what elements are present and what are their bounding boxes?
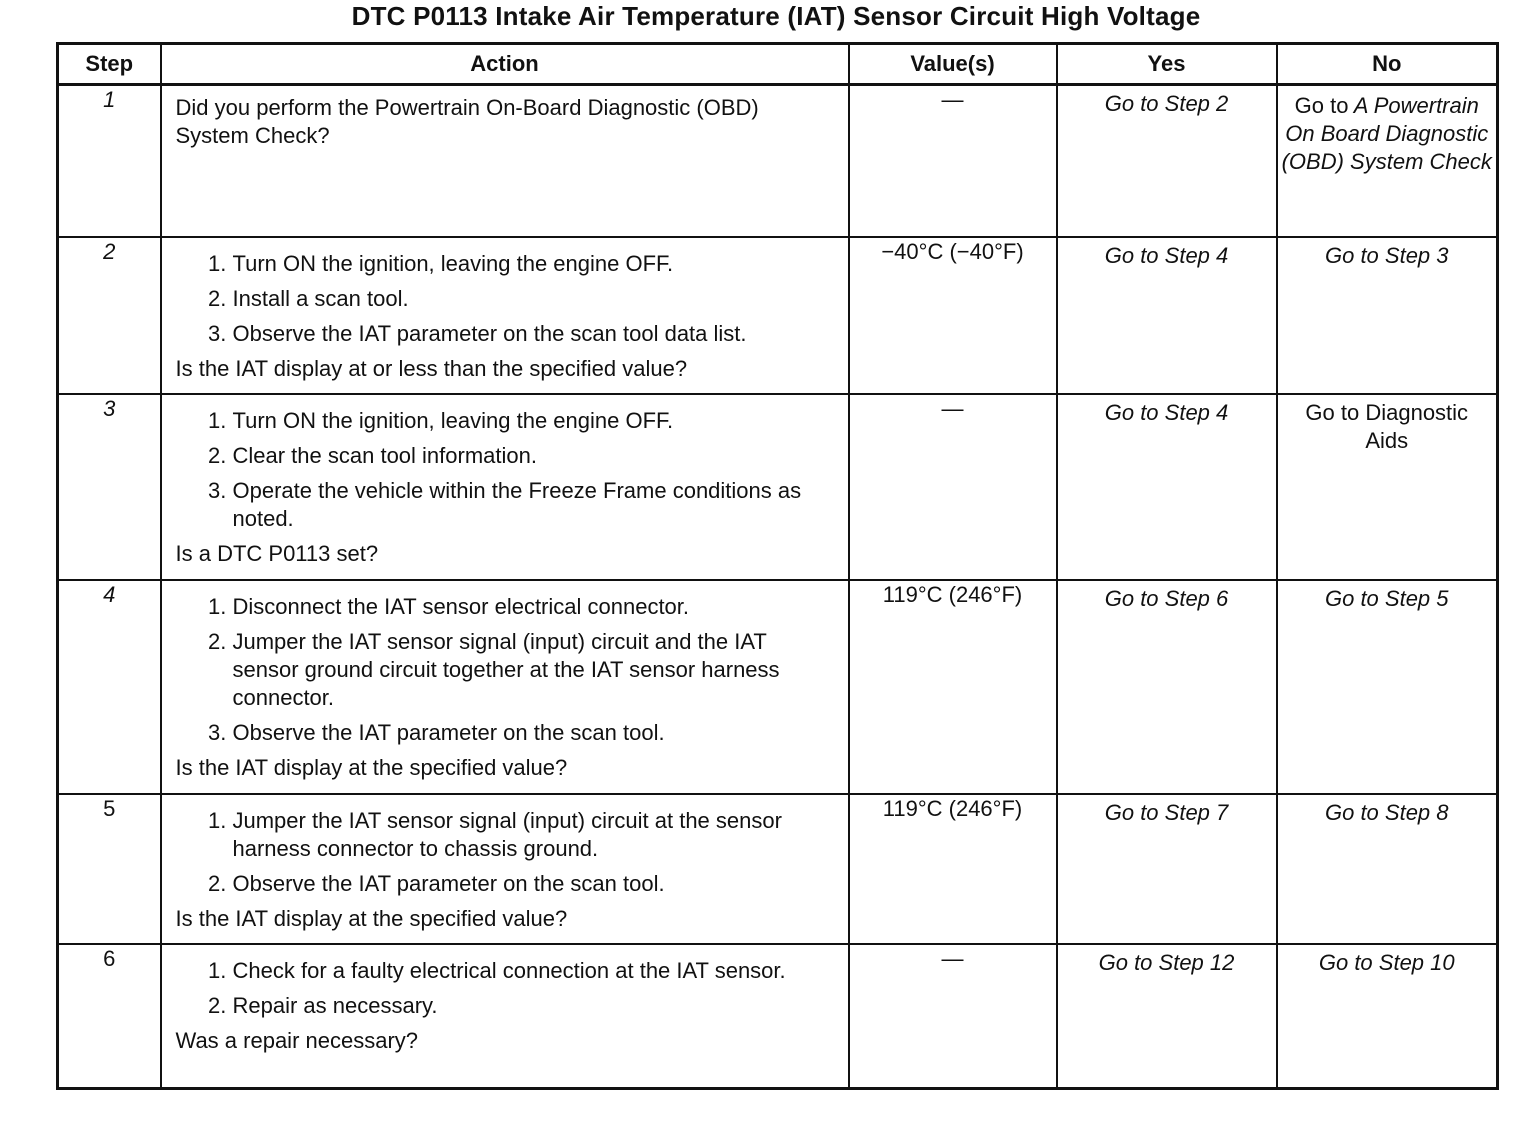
action-list (176, 407, 836, 533)
action-list-item: 3. Observe the IAT parameter on the scan tool. (233, 719, 836, 747)
action-question: Is a DTC P0113 set? (175, 540, 379, 566)
step-number: 5 (58, 794, 161, 944)
action-list (176, 807, 836, 898)
column-header-no: No (1277, 44, 1498, 85)
step-number: 4 (58, 580, 161, 794)
action-list (176, 250, 836, 348)
value-cell: 119°C (246°F) (849, 794, 1057, 944)
yes-cell: Go to Step 6 (1057, 580, 1277, 794)
column-header-step: Step (58, 44, 161, 85)
action-list-item: 2. Clear the scan tool information. (233, 442, 836, 470)
no-cell: Go to Step 5 (1277, 580, 1498, 794)
yes-cell: Go to Step 4 (1057, 394, 1277, 580)
diagnostic-table (56, 42, 1499, 1090)
yes-cell: Go to Step 4 (1057, 237, 1277, 394)
action-list-item: 1. Turn ON the ignition, leaving the engine OFF. (233, 407, 836, 435)
action-list-item: 3. Operate the vehicle within the Freeze Frame conditions as noted. (233, 477, 836, 533)
action-question: Is the IAT display at the specified value? (175, 905, 568, 931)
action-cell (161, 85, 849, 237)
value-cell: — (849, 944, 1057, 1089)
table-row-step-5 (58, 794, 1498, 944)
no-cell (1277, 85, 1498, 237)
header-row (58, 44, 1498, 85)
action-cell (161, 944, 849, 1089)
column-header-values: Value(s) (849, 44, 1057, 85)
no-cell: Go to Diagnostic Aids (1277, 394, 1498, 580)
action-cell (161, 580, 849, 794)
step-number: 1 (58, 85, 161, 237)
value-cell: — (849, 394, 1057, 580)
action-list-item: 2. Repair as necessary. (233, 992, 836, 1020)
action-list-item: 2. Install a scan tool. (233, 285, 836, 313)
no-cell: Go to Step 3 (1277, 237, 1498, 394)
action-list-item: 1. Jumper the IAT sensor signal (input) circuit at the sensor harness connector to chassis ground. (233, 807, 836, 863)
yes-cell: Go to Step 12 (1057, 944, 1277, 1089)
table-row-step-1 (58, 85, 1498, 237)
action-cell (161, 237, 849, 394)
action-list-item: 1. Check for a faulty electrical connection at the IAT sensor. (233, 957, 836, 985)
action-list (176, 957, 836, 1020)
step-number: 3 (58, 394, 161, 580)
action-list (176, 593, 836, 747)
action-cell (161, 394, 849, 580)
action-question: Was a repair necessary? (175, 1027, 419, 1053)
action-list-item: 1. Disconnect the IAT sensor electrical connector. (233, 593, 836, 621)
column-header-yes: Yes (1057, 44, 1277, 85)
action-list-item: 2. Jumper the IAT sensor signal (input) circuit and the IAT sensor ground circuit together at the IAT sensor harness connector. (233, 628, 836, 712)
value-cell: — (849, 85, 1057, 237)
action-question: Did you perform the Powertrain On-Board Diagnostic (OBD) System Check? (175, 95, 759, 148)
value-cell: 119°C (246°F) (849, 580, 1057, 794)
action-list-item: 3. Observe the IAT parameter on the scan tool data list. (233, 320, 836, 348)
table-row-step-6 (58, 944, 1498, 1089)
table-row-step-4 (58, 580, 1498, 794)
no-cell-prefix: Go to (1294, 93, 1349, 118)
table-row-step-3 (58, 394, 1498, 580)
table-row-step-2 (58, 237, 1498, 394)
yes-cell: Go to Step 7 (1057, 794, 1277, 944)
step-number: 6 (58, 944, 161, 1089)
yes-cell: Go to Step 2 (1057, 85, 1277, 237)
column-header-action: Action (161, 44, 849, 85)
no-cell: Go to Step 10 (1277, 944, 1498, 1089)
step-number: 2 (58, 237, 161, 394)
action-cell (161, 794, 849, 944)
action-question: Is the IAT display at the specified value? (175, 754, 568, 780)
action-list-item: 1. Turn ON the ignition, leaving the engine OFF. (233, 250, 836, 278)
page-title: DTC P0113 Intake Air Temperature (IAT) Sensor Circuit High Voltage (351, 1, 1201, 31)
action-question: Is the IAT display at or less than the specified value? (175, 355, 688, 381)
action-list-item: 2. Observe the IAT parameter on the scan tool. (233, 870, 836, 898)
no-cell-reference: A Powertrain On Board Diagnostic (OBD) System Check (1281, 93, 1492, 174)
value-cell: −40°C (−40°F) (849, 237, 1057, 394)
no-cell: Go to Step 8 (1277, 794, 1498, 944)
